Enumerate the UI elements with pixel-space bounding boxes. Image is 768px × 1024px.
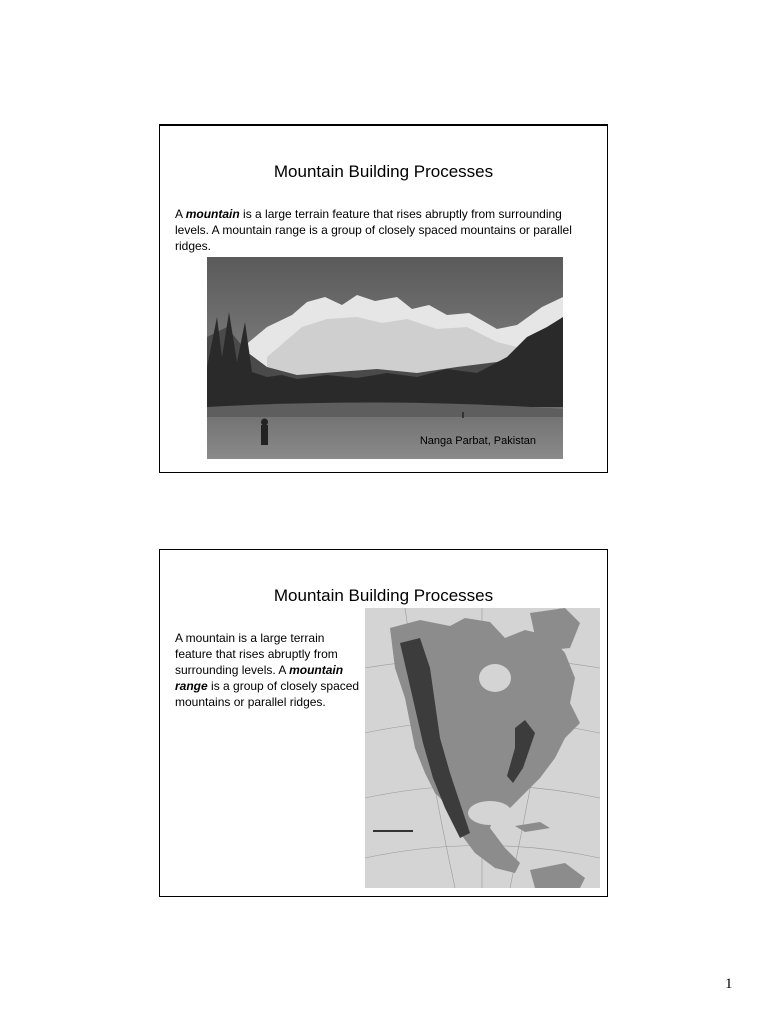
- para-emphasis: mountain range: [175, 663, 344, 693]
- para-suffix: is a large terrain feature that rises abruptly from surrounding levels. A mountain range is a group of closely spaced mountains or parallel ridges.: [175, 207, 572, 253]
- para-prefix: A: [175, 207, 186, 221]
- slide-title: Mountain Building Processes: [273, 586, 494, 605]
- para-suffix: is a group of closely spaced mountains or parallel ridges.: [175, 679, 360, 709]
- slide-paragraph: [175, 206, 595, 254]
- para-prefix: A mountain is a large terrain feature that rises abruptly from surrounding levels. A: [175, 631, 338, 677]
- slide-2: [159, 549, 608, 897]
- page-number: 1: [725, 976, 733, 992]
- north-america-map: [365, 608, 600, 888]
- mountain-photo: [207, 257, 563, 459]
- para-emphasis: mountain: [185, 207, 240, 221]
- slide-paragraph: [175, 630, 365, 710]
- slide-1: [159, 124, 608, 473]
- slide-title: Mountain Building Processes: [273, 162, 494, 181]
- photo-caption: Nanga Parbat, Pakistan: [419, 435, 536, 447]
